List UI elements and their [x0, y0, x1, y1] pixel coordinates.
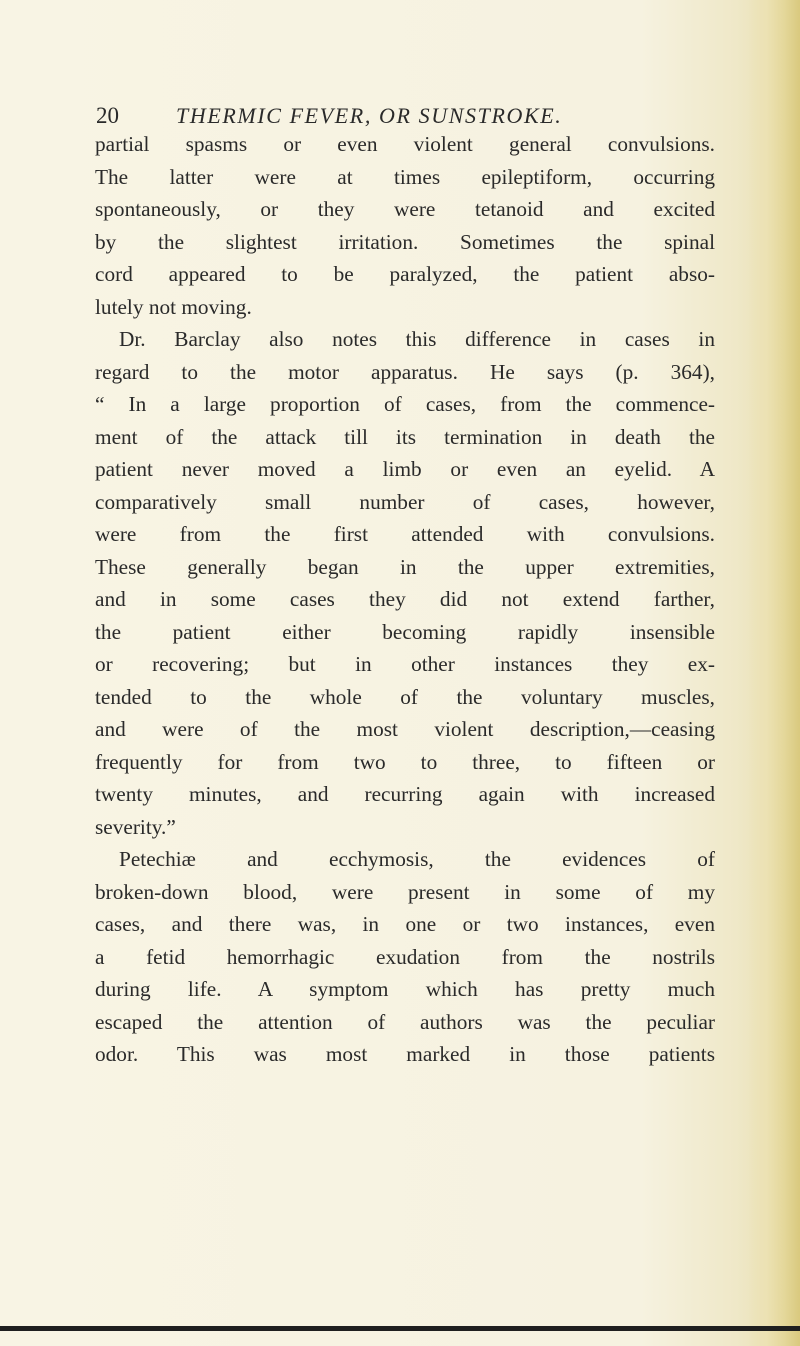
page-edge-shadow — [748, 0, 800, 1346]
text-line: Petechiæ and ecchymosis, the evidences of — [119, 847, 715, 871]
text-line: “ In a large proportion of cases, from the commence- — [95, 392, 715, 416]
text-line: and in some cases they did not extend farther, — [95, 587, 715, 611]
text-line: by the slightest irritation. Sometimes the spinal — [95, 229, 715, 254]
page-number: 20 — [96, 103, 119, 128]
text-line: twenty minutes, and recurring again with increased — [95, 782, 715, 806]
text-line: ment of the attack till its termination in death the — [95, 424, 715, 449]
text-line: escaped the attention of authors was the peculiar — [95, 1009, 715, 1034]
text-line: spontaneously, or they were tetanoid and excited — [95, 197, 715, 221]
text-line: regard to the motor apparatus. He says (p. 364), — [95, 359, 715, 384]
text-line: tended to the whole of the voluntary muscles, — [95, 684, 715, 709]
text-line: cases, and there was, in one or two instances, even — [95, 912, 715, 936]
text-line: Dr. Barclay also notes this difference in cases in — [119, 327, 715, 351]
text-line: a fetid hemorrhagic exudation from the nostrils — [95, 944, 715, 969]
running-title: THERMIC FEVER, OR SUNSTROKE. — [176, 103, 563, 128]
text-line: lutely not moving. — [95, 294, 252, 319]
bottom-rule — [0, 1326, 800, 1331]
text-line: patient never moved a limb or even an eyelid. A — [95, 457, 715, 481]
text-line: broken-down blood, were present in some of my — [95, 879, 715, 904]
text-line: during life. A symptom which has pretty much — [95, 977, 715, 1001]
text-line: cord appeared to be paralyzed, the patient abso- — [95, 262, 715, 286]
text-line: odor. This was most marked in those patients — [95, 1042, 715, 1066]
text-line: severity.” — [95, 814, 176, 839]
text-line: frequently for from two to three, to fifteen or — [95, 749, 715, 774]
body-text — [95, 128, 715, 1071]
text-line: comparatively small number of cases, however, — [95, 489, 715, 514]
text-line: were from the first attended with convulsions. — [95, 522, 715, 546]
text-line: The latter were at times epileptiform, occurring — [95, 164, 715, 189]
text-line: partial spasms or even violent general convulsions. — [95, 132, 715, 156]
text-line: These generally began in the upper extremities, — [95, 554, 715, 579]
text-line: the patient either becoming rapidly insensible — [95, 619, 715, 644]
text-line: and were of the most violent description,—ceasing — [95, 717, 715, 741]
text-line: or recovering; but in other instances they ex- — [95, 652, 715, 676]
